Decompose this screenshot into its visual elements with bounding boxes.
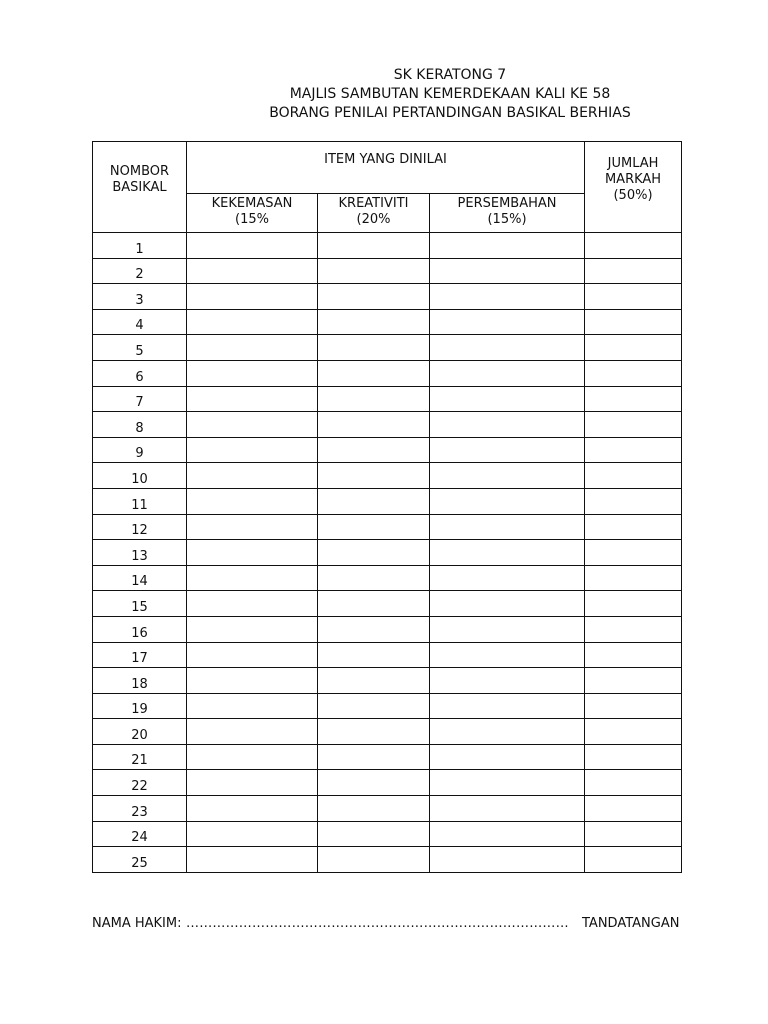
col-header-nombor-line2: BASIKAL — [112, 180, 167, 195]
table-row — [93, 719, 682, 745]
sub-header-kreativiti-weight: (20% — [356, 212, 391, 227]
sub-header-kekemasan-weight: (15% — [235, 212, 269, 227]
table-row — [93, 437, 682, 463]
table-row — [93, 540, 682, 566]
cell-jumlah-markah[interactable] — [585, 540, 682, 566]
table-row — [93, 693, 682, 719]
cell-jumlah-markah[interactable] — [585, 719, 682, 745]
table-row — [93, 258, 682, 284]
cell-persembahan[interactable] — [430, 463, 585, 489]
cell-nombor: 16 — [93, 616, 187, 642]
event-title: MAJLIS SAMBUTAN KEMERDEKAAN KALI KE 58 — [289, 86, 611, 102]
col-header-jumlah-markah — [585, 142, 682, 233]
cell-nombor: 5 — [93, 335, 187, 361]
cell-kreativiti[interactable] — [318, 386, 430, 412]
cell-kekemasan[interactable] — [187, 591, 318, 617]
cell-persembahan[interactable] — [430, 668, 585, 694]
col-header-item-yang-dinilai: ITEM YANG DINILAI — [187, 142, 585, 194]
cell-persembahan[interactable] — [430, 488, 585, 514]
cell-kekemasan[interactable] — [187, 540, 318, 566]
cell-persembahan[interactable] — [430, 642, 585, 668]
sub-header-kreativiti — [318, 194, 430, 233]
table-row — [93, 565, 682, 591]
cell-jumlah-markah[interactable] — [585, 693, 682, 719]
table-row — [93, 616, 682, 642]
cell-kekemasan[interactable] — [187, 284, 318, 310]
sub-header-persembahan — [430, 194, 585, 233]
cell-kekemasan[interactable] — [187, 616, 318, 642]
cell-nombor: 11 — [93, 488, 187, 514]
cell-kekemasan[interactable] — [187, 770, 318, 796]
cell-nombor: 19 — [93, 693, 187, 719]
cell-persembahan[interactable] — [430, 335, 585, 361]
table-row — [93, 821, 682, 847]
cell-persembahan[interactable] — [430, 847, 585, 873]
cell-jumlah-markah[interactable] — [585, 616, 682, 642]
cell-kekemasan[interactable] — [187, 693, 318, 719]
table-body — [93, 233, 682, 873]
cell-jumlah-markah[interactable] — [585, 591, 682, 617]
cell-kreativiti[interactable] — [318, 719, 430, 745]
cell-kreativiti[interactable] — [318, 360, 430, 386]
cell-kreativiti[interactable] — [318, 309, 430, 335]
cell-kreativiti[interactable] — [318, 770, 430, 796]
cell-kekemasan[interactable] — [187, 744, 318, 770]
cell-nombor: 17 — [93, 642, 187, 668]
table-row — [93, 591, 682, 617]
cell-jumlah-markah[interactable] — [585, 488, 682, 514]
cell-persembahan[interactable] — [430, 719, 585, 745]
cell-persembahan[interactable] — [430, 360, 585, 386]
cell-kekemasan[interactable] — [187, 668, 318, 694]
cell-jumlah-markah[interactable] — [585, 386, 682, 412]
cell-nombor: 8 — [93, 412, 187, 438]
cell-persembahan[interactable] — [430, 233, 585, 259]
score-table — [92, 141, 682, 873]
table-row — [93, 360, 682, 386]
table-row — [93, 847, 682, 873]
cell-persembahan[interactable] — [430, 821, 585, 847]
cell-nombor: 2 — [93, 258, 187, 284]
cell-kekemasan[interactable] — [187, 719, 318, 745]
table-row — [93, 386, 682, 412]
cell-kreativiti[interactable] — [318, 642, 430, 668]
cell-jumlah-markah[interactable] — [585, 412, 682, 438]
cell-kreativiti[interactable] — [318, 412, 430, 438]
table-row — [93, 796, 682, 822]
cell-persembahan[interactable] — [430, 412, 585, 438]
table-row — [93, 335, 682, 361]
cell-kreativiti[interactable] — [318, 488, 430, 514]
cell-persembahan[interactable] — [430, 437, 585, 463]
cell-nombor: 7 — [93, 386, 187, 412]
cell-kekemasan[interactable] — [187, 412, 318, 438]
cell-persembahan[interactable] — [430, 796, 585, 822]
cell-jumlah-markah[interactable] — [585, 821, 682, 847]
cell-kekemasan[interactable] — [187, 309, 318, 335]
sub-header-persembahan-weight: (15%) — [487, 212, 527, 227]
cell-jumlah-markah[interactable] — [585, 565, 682, 591]
cell-jumlah-markah[interactable] — [585, 770, 682, 796]
cell-kreativiti[interactable] — [318, 591, 430, 617]
cell-persembahan[interactable] — [430, 514, 585, 540]
cell-kreativiti[interactable] — [318, 540, 430, 566]
cell-kekemasan[interactable] — [187, 796, 318, 822]
cell-kekemasan[interactable] — [187, 463, 318, 489]
cell-nombor: 21 — [93, 744, 187, 770]
col-header-nombor-basikal — [93, 142, 187, 233]
cell-jumlah-markah[interactable] — [585, 847, 682, 873]
signature-label: TANDATANGAN — [582, 916, 680, 931]
cell-kekemasan[interactable] — [187, 386, 318, 412]
cell-nombor: 3 — [93, 284, 187, 310]
cell-jumlah-markah[interactable] — [585, 668, 682, 694]
cell-kreativiti[interactable] — [318, 437, 430, 463]
col-header-nombor-line1: NOMBOR — [109, 164, 170, 179]
cell-kreativiti[interactable] — [318, 847, 430, 873]
cell-nombor: 6 — [93, 360, 187, 386]
cell-kekemasan[interactable] — [187, 258, 318, 284]
form-title: BORANG PENILAI PERTANDINGAN BASIKAL BERHIAS — [269, 105, 631, 121]
table-row — [93, 514, 682, 540]
cell-nombor: 14 — [93, 565, 187, 591]
cell-nombor: 23 — [93, 796, 187, 822]
table-row — [93, 488, 682, 514]
cell-nombor: 13 — [93, 540, 187, 566]
cell-jumlah-markah[interactable] — [585, 233, 682, 259]
cell-kekemasan[interactable] — [187, 565, 318, 591]
cell-jumlah-markah[interactable] — [585, 284, 682, 310]
cell-jumlah-markah[interactable] — [585, 360, 682, 386]
cell-persembahan[interactable] — [430, 309, 585, 335]
table-row — [93, 668, 682, 694]
col-header-jumlah-line3: (50%) — [613, 188, 653, 203]
sub-header-kekemasan — [187, 194, 318, 233]
judge-name-label: NAMA HAKIM: — [92, 916, 182, 931]
cell-persembahan[interactable] — [430, 693, 585, 719]
table-row — [93, 233, 682, 259]
cell-persembahan[interactable] — [430, 770, 585, 796]
cell-nombor: 24 — [93, 821, 187, 847]
cell-kekemasan[interactable] — [187, 642, 318, 668]
cell-kreativiti[interactable] — [318, 233, 430, 259]
cell-persembahan[interactable] — [430, 744, 585, 770]
cell-kekemasan[interactable] — [187, 360, 318, 386]
cell-jumlah-markah[interactable] — [585, 463, 682, 489]
cell-kekemasan[interactable] — [187, 847, 318, 873]
header-row-top — [93, 142, 682, 194]
cell-kekemasan[interactable] — [187, 233, 318, 259]
cell-kreativiti[interactable] — [318, 514, 430, 540]
cell-nombor: 15 — [93, 591, 187, 617]
cell-nombor: 18 — [93, 668, 187, 694]
cell-kreativiti[interactable] — [318, 284, 430, 310]
cell-nombor: 12 — [93, 514, 187, 540]
cell-kekemasan[interactable] — [187, 335, 318, 361]
cell-jumlah-markah[interactable] — [585, 335, 682, 361]
cell-kreativiti[interactable] — [318, 668, 430, 694]
table-row — [93, 309, 682, 335]
table-row — [93, 412, 682, 438]
cell-kreativiti[interactable] — [318, 258, 430, 284]
cell-kreativiti[interactable] — [318, 616, 430, 642]
cell-jumlah-markah[interactable] — [585, 514, 682, 540]
cell-persembahan[interactable] — [430, 565, 585, 591]
cell-kreativiti[interactable] — [318, 335, 430, 361]
cell-kreativiti[interactable] — [318, 693, 430, 719]
cell-jumlah-markah[interactable] — [585, 642, 682, 668]
cell-kekemasan[interactable] — [187, 437, 318, 463]
cell-nombor: 20 — [93, 719, 187, 745]
cell-nombor: 25 — [93, 847, 187, 873]
footer — [92, 914, 681, 936]
cell-persembahan[interactable] — [430, 258, 585, 284]
cell-nombor: 4 — [93, 309, 187, 335]
cell-persembahan[interactable] — [430, 591, 585, 617]
cell-jumlah-markah[interactable] — [585, 744, 682, 770]
school-name: SK KERATONG 7 — [393, 67, 507, 83]
cell-kreativiti[interactable] — [318, 796, 430, 822]
cell-kreativiti[interactable] — [318, 821, 430, 847]
cell-persembahan[interactable] — [430, 540, 585, 566]
cell-kreativiti[interactable] — [318, 565, 430, 591]
cell-persembahan[interactable] — [430, 386, 585, 412]
cell-jumlah-markah[interactable] — [585, 437, 682, 463]
col-header-jumlah-line1: JUMLAH — [607, 156, 659, 171]
cell-kekemasan[interactable] — [187, 488, 318, 514]
sub-header-kekemasan-label: KEKEMASAN — [211, 196, 293, 211]
judge-name-field[interactable]: …………………………………………………………………………… — [186, 916, 569, 931]
sub-header-kreativiti-label: KREATIVITI — [338, 196, 409, 211]
cell-nombor: 9 — [93, 437, 187, 463]
sub-header-persembahan-label: PERSEMBAHAN — [457, 196, 557, 211]
cell-nombor: 22 — [93, 770, 187, 796]
cell-jumlah-markah[interactable] — [585, 258, 682, 284]
cell-nombor: 10 — [93, 463, 187, 489]
cell-kekemasan[interactable] — [187, 821, 318, 847]
table-row — [93, 642, 682, 668]
cell-persembahan[interactable] — [430, 284, 585, 310]
table-row — [93, 463, 682, 489]
col-header-jumlah-line2: MARKAH — [604, 172, 662, 187]
cell-kekemasan[interactable] — [187, 514, 318, 540]
cell-kreativiti[interactable] — [318, 463, 430, 489]
cell-jumlah-markah[interactable] — [585, 796, 682, 822]
cell-persembahan[interactable] — [430, 616, 585, 642]
cell-kreativiti[interactable] — [318, 744, 430, 770]
table-row — [93, 770, 682, 796]
cell-nombor: 1 — [93, 233, 187, 259]
table-row — [93, 744, 682, 770]
table-row — [93, 284, 682, 310]
cell-jumlah-markah[interactable] — [585, 309, 682, 335]
